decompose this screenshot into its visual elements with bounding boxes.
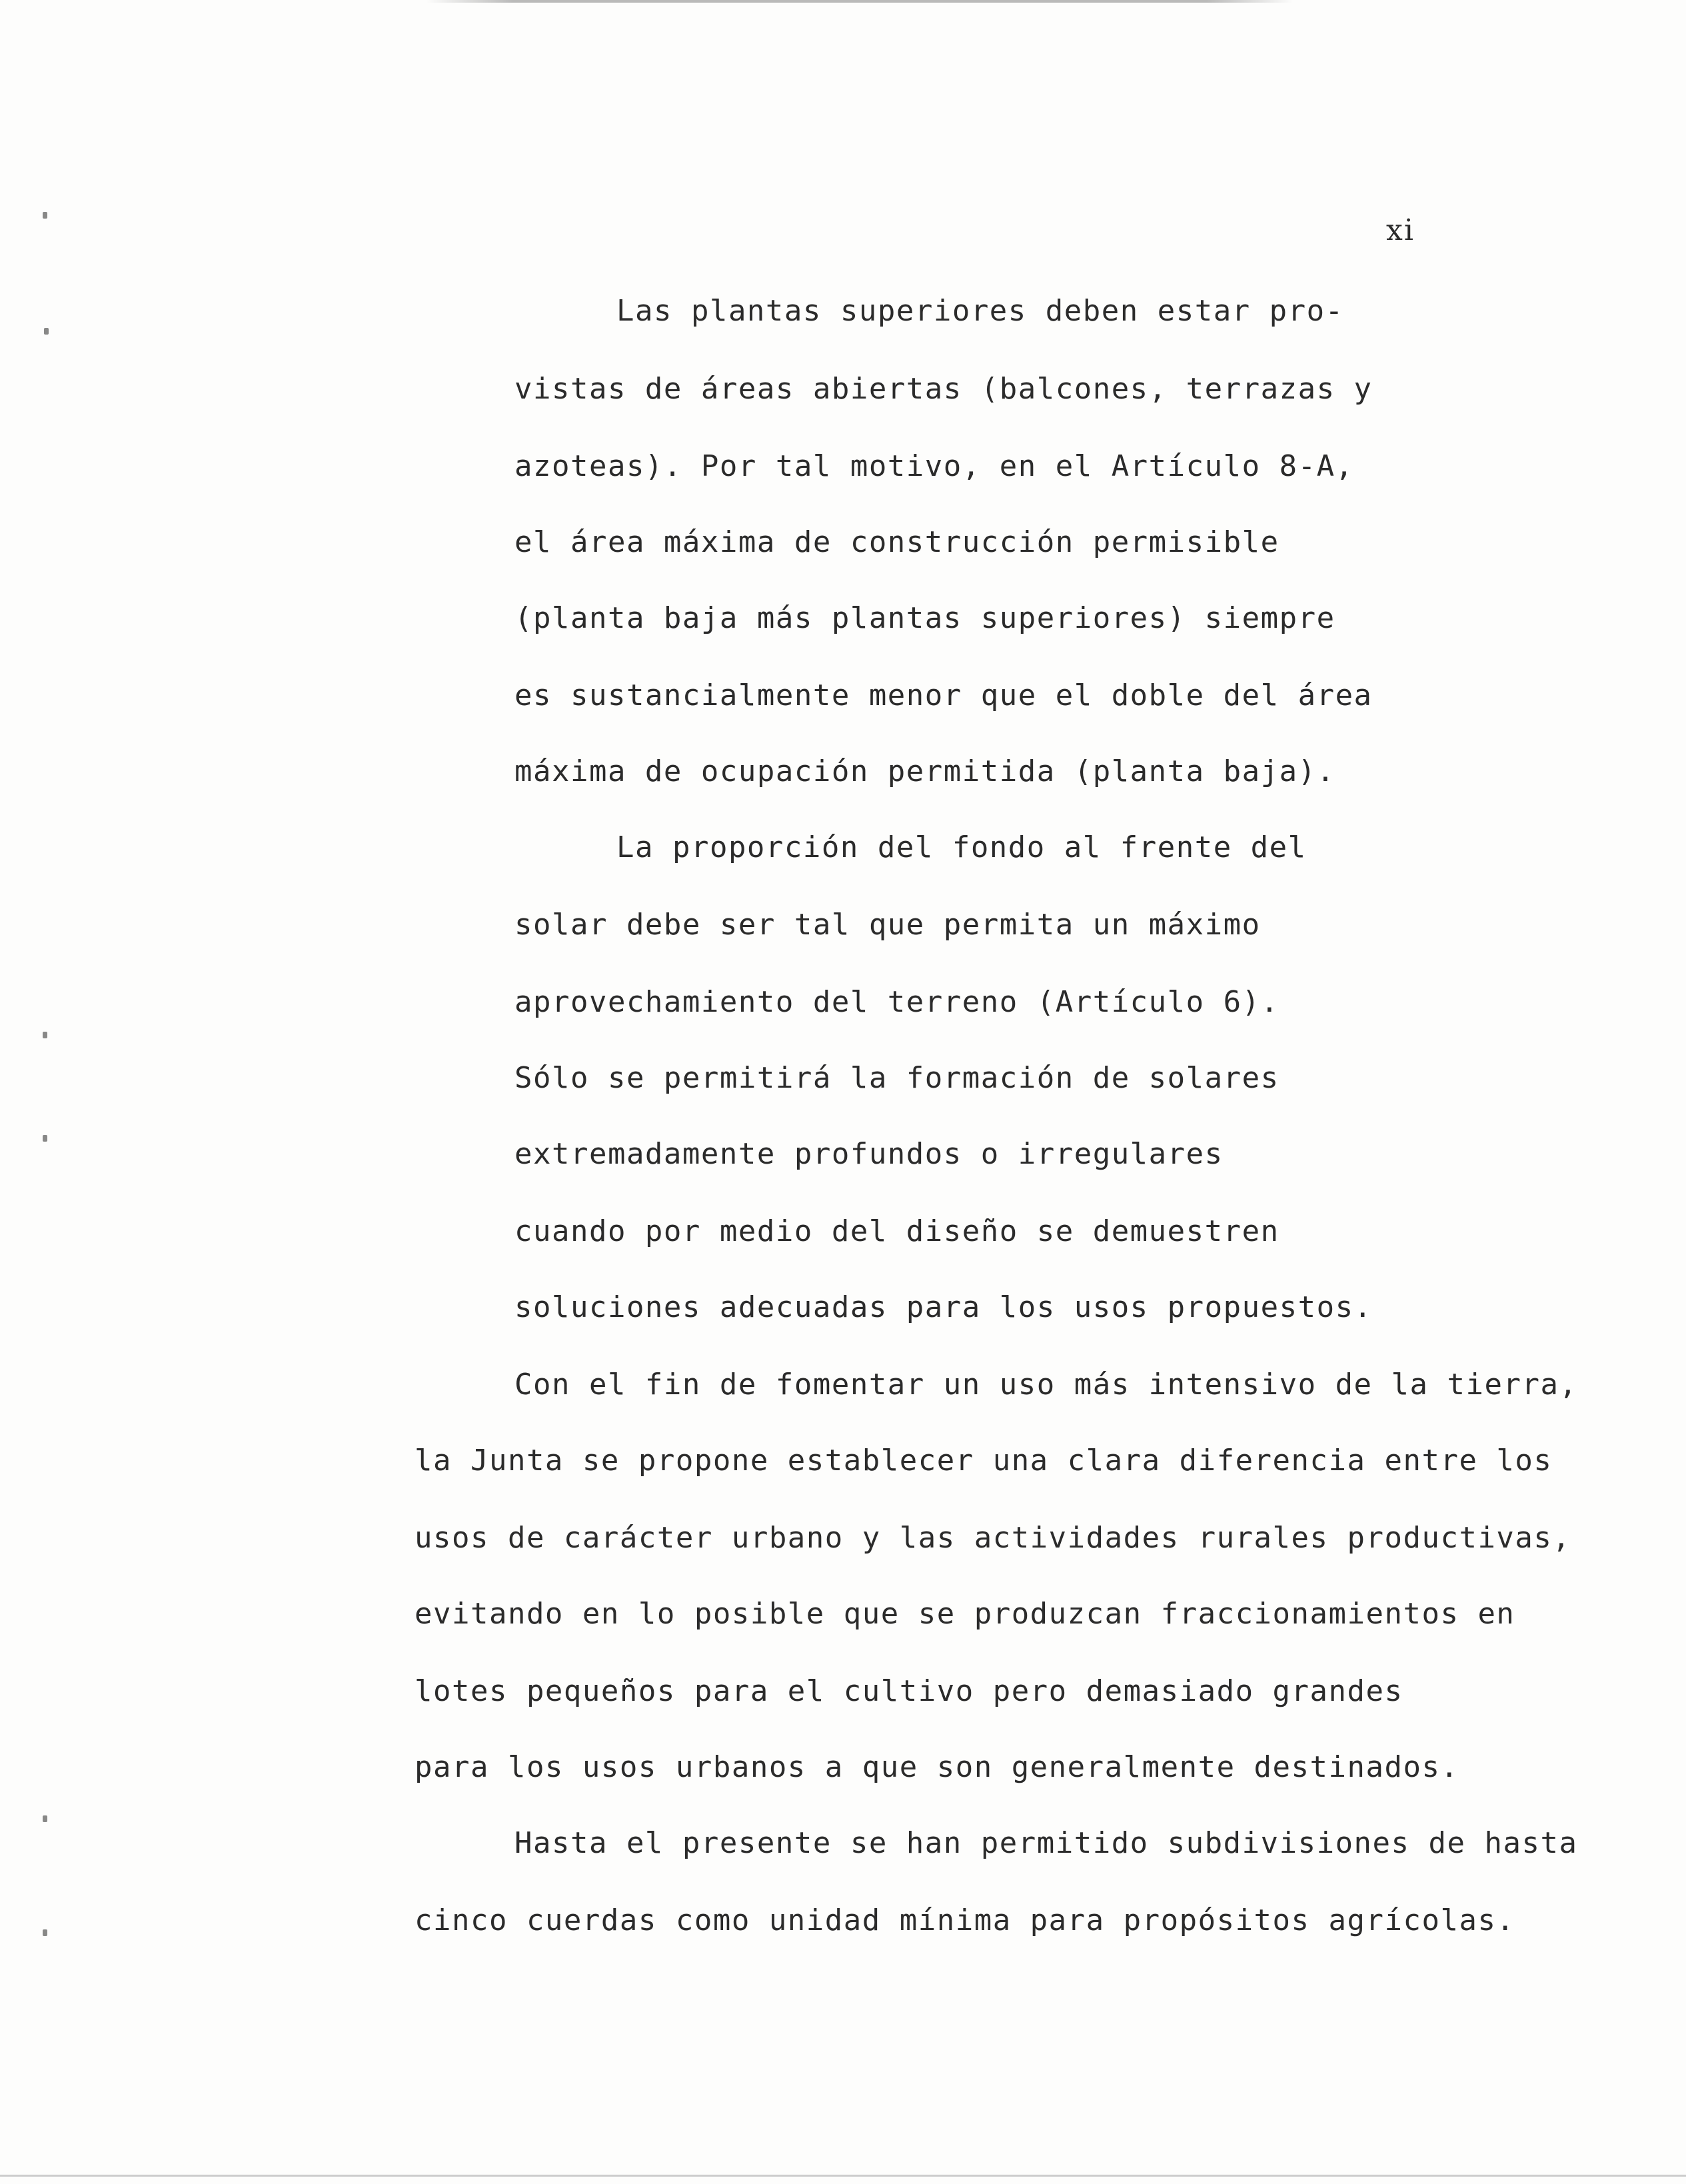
margin-mark	[43, 1815, 47, 1822]
margin-mark	[43, 1135, 47, 1142]
text-line: vistas de áreas abiertas (balcones, terrazas y	[514, 372, 1373, 406]
text-line: solar debe ser tal que permita un máximo	[514, 908, 1261, 942]
margin-mark	[43, 1929, 47, 1936]
text-line: Con el fin de fomentar un uso más intensivo de la tierra,	[514, 1368, 1578, 1402]
text-line: cinco cuerdas como unidad mínima para propósitos agrícolas.	[415, 1903, 1515, 1937]
bottom-edge-line	[0, 2175, 1686, 2177]
margin-mark	[43, 1032, 47, 1038]
top-edge-line	[426, 0, 1293, 3]
margin-mark	[44, 328, 49, 335]
text-line: soluciones adecuadas para los usos propuestos.	[514, 1290, 1373, 1324]
page-number: xi	[1386, 213, 1415, 247]
text-line: el área máxima de construcción permisible	[514, 525, 1279, 559]
text-line: lotes pequeños para el cultivo pero demasiado grandes	[415, 1674, 1403, 1708]
text-line: Hasta el presente se han permitido subdivisiones de hasta	[514, 1826, 1578, 1860]
margin-mark	[43, 212, 47, 219]
text-line: máxima de ocupación permitida (planta baja).	[514, 754, 1335, 788]
text-line: la Junta se propone establecer una clara diferencia entre los	[415, 1444, 1553, 1478]
text-line: es sustancialmente menor que el doble del área	[514, 678, 1373, 712]
text-line: La proporción del fondo al frente del	[616, 830, 1307, 864]
text-line: usos de carácter urbano y las actividades rurales productivas,	[415, 1521, 1571, 1555]
text-line: evitando en lo posible que se produzcan fraccionamientos en	[415, 1597, 1515, 1631]
text-line: para los usos urbanos a que son generalmente destinados.	[415, 1750, 1459, 1784]
text-line: azoteas). Por tal motivo, en el Artículo 8-A,	[514, 449, 1354, 483]
text-line: Sólo se permitirá la formación de solares	[514, 1061, 1279, 1095]
text-line: (planta baja más plantas superiores) siempre	[514, 601, 1335, 635]
text-line: Las plantas superiores deben estar pro-	[616, 294, 1344, 328]
text-line: cuando por medio del diseño se demuestren	[514, 1214, 1279, 1248]
text-line: aprovechamiento del terreno (Artículo 6).	[514, 985, 1279, 1019]
text-line: extremadamente profundos o irregulares	[514, 1137, 1224, 1171]
